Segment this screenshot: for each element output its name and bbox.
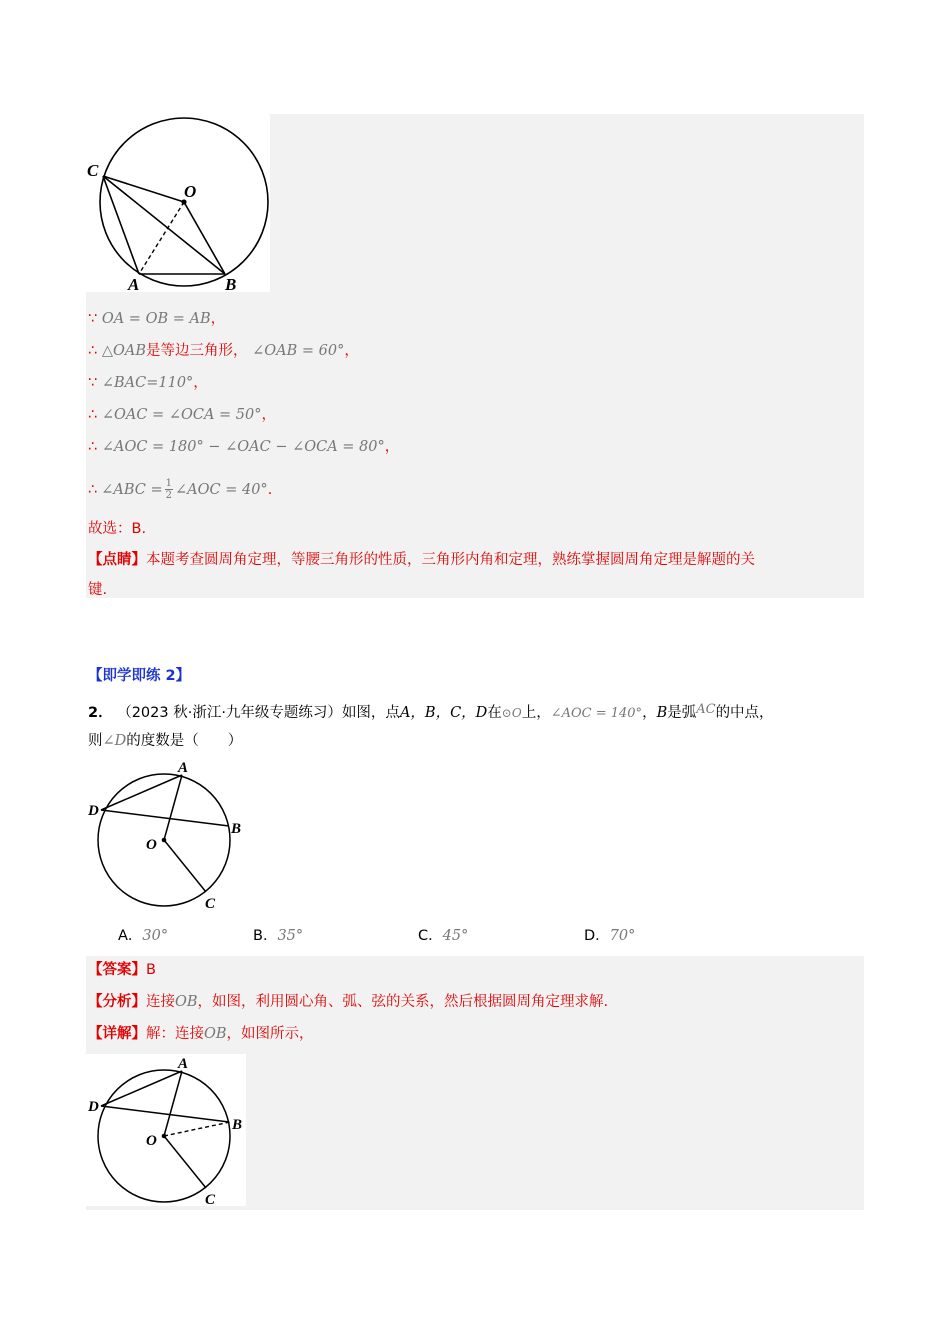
segment-oa — [164, 775, 182, 840]
segment-oa-dashed — [139, 202, 184, 274]
detail-line: 【详解】解：连接OB，如图所示， — [88, 1026, 314, 1042]
question-line-2: 则∠D的度数是（ ） — [88, 733, 243, 749]
segment-oc — [164, 840, 206, 892]
label-d: D — [88, 803, 99, 819]
label-c: C — [205, 896, 216, 910]
label-a: A — [128, 275, 140, 292]
analysis-line: 【分析】连接OB，如图，利用圆心角、弧、弦的关系，然后根据圆周角定理求解. — [88, 994, 609, 1010]
step-2: ∴ △OAB是等边三角形， ∠OAB = 60°， — [88, 343, 359, 359]
choice-line: 故选：B. — [88, 521, 147, 537]
option-b[interactable]: B．35° — [253, 928, 304, 944]
segment-oc — [164, 1136, 206, 1188]
label-d: D — [88, 1099, 99, 1115]
option-d[interactable]: D．70° — [584, 928, 636, 944]
exercise-heading: 【即学即练 2】 — [88, 668, 191, 684]
answer-line: 【答案】B — [88, 962, 156, 978]
label-o: O — [146, 1133, 157, 1149]
segment-da — [101, 1071, 182, 1106]
label-b: B — [232, 1117, 243, 1133]
figure-circle-2 — [86, 758, 256, 910]
step-3: ∵ ∠BAC=110°， — [88, 375, 208, 391]
segment-ob — [184, 202, 225, 274]
label-c: C — [205, 1192, 216, 1206]
label-b: B — [231, 821, 242, 837]
figure-circle-1 — [86, 114, 270, 292]
label-c: C — [87, 161, 99, 180]
label-o: O — [184, 182, 197, 201]
label-o: O — [146, 837, 157, 853]
segment-oa — [164, 1071, 182, 1136]
option-c[interactable]: C．45° — [418, 928, 469, 944]
segment-db — [101, 1106, 229, 1122]
step-4: ∴ ∠OAC = ∠OCA = 50°， — [88, 407, 276, 423]
segment-co — [103, 176, 184, 202]
fraction: $\frac{1}{2}$ — [165, 478, 173, 501]
option-a[interactable]: A．30° — [118, 928, 169, 944]
label-b: B — [225, 275, 237, 292]
segment-da — [101, 775, 182, 810]
step-6: ∴ ∠ABC = $\frac{1}{2}$ ∠AOC = 40° . — [88, 478, 273, 501]
figure-circle-3 — [86, 1054, 246, 1206]
step-5: ∴ ∠AOC = 180° − ∠OAC − ∠OCA = 80°， — [88, 439, 400, 455]
segment-ob-dashed — [164, 1122, 230, 1136]
label-a: A — [178, 1056, 189, 1072]
question-line-1: 2． （2023 秋·浙江·九年级专题练习）如图，点A，B，C，D在⊙O上，∠AOC = 140°，B是弧AC的中点， — [88, 702, 774, 721]
label-a: A — [178, 760, 189, 776]
comment-line-2: 键. — [88, 582, 108, 598]
comment-line-1: 【点睛】本题考查圆周角定理，等腰三角形的性质，三角形内角和定理，熟练掌握圆周角定理是解题的关 — [88, 552, 755, 568]
step-1: ∵ OA = OB = AB， — [88, 311, 226, 327]
center-point — [162, 1134, 167, 1139]
segment-db — [101, 810, 229, 826]
center-point — [162, 838, 167, 843]
